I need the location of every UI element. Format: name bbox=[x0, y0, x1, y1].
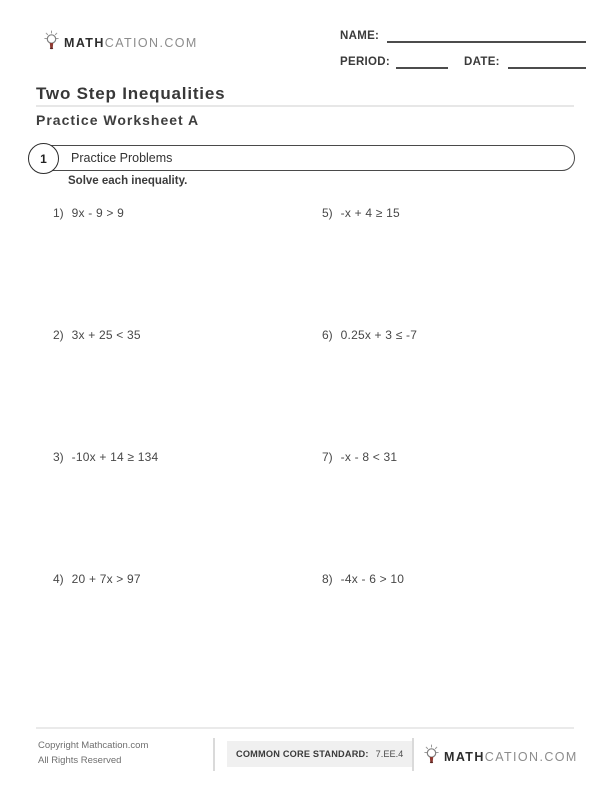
name-blank-line[interactable] bbox=[387, 29, 586, 43]
problem-item-4 bbox=[53, 572, 322, 694]
logo-wordmark bbox=[444, 750, 578, 764]
name-row bbox=[340, 20, 586, 43]
logo-light-part: CATION.COM bbox=[484, 749, 578, 764]
problem-item-3 bbox=[53, 450, 322, 572]
problem-expression: -10x + 14 ≥ 134 bbox=[71, 450, 159, 464]
problem-expression: -x - 8 < 31 bbox=[340, 450, 398, 464]
problem-expression: 3x + 25 < 35 bbox=[71, 328, 141, 342]
problem-item-5 bbox=[322, 206, 573, 328]
student-info-fields bbox=[340, 20, 586, 69]
section-instruction: Solve each inequality. bbox=[68, 175, 188, 187]
section-header-pill bbox=[30, 145, 575, 171]
problem-number: 2) bbox=[53, 328, 64, 342]
problem-expression: -x + 4 ≥ 15 bbox=[340, 206, 400, 220]
section-title: Practice Problems bbox=[71, 151, 173, 165]
common-core-standard-box bbox=[227, 741, 412, 767]
problem-expression: 0.25x + 3 ≤ -7 bbox=[340, 328, 418, 342]
section-number-badge: 1 bbox=[28, 143, 59, 174]
problem-number: 5) bbox=[322, 206, 333, 220]
logo-bold-part: MATH bbox=[444, 749, 485, 764]
problem-number: 7) bbox=[322, 450, 333, 464]
date-label: DATE: bbox=[464, 56, 500, 68]
problem-number: 3) bbox=[53, 450, 64, 464]
problem-expression: -4x - 6 > 10 bbox=[340, 572, 405, 586]
period-date-row bbox=[340, 46, 586, 69]
date-blank-line[interactable] bbox=[508, 55, 586, 69]
copyright-line-2: All Rights Reserved bbox=[38, 754, 122, 766]
worksheet-subtitle: Practice Worksheet A bbox=[36, 112, 200, 128]
problem-number: 6) bbox=[322, 328, 333, 342]
problem-expression: 20 + 7x > 97 bbox=[71, 572, 141, 586]
problem-item-6 bbox=[322, 328, 573, 450]
problem-item-1 bbox=[53, 206, 322, 328]
problem-expression: 9x - 9 > 9 bbox=[71, 206, 125, 220]
lightbulb-icon bbox=[424, 744, 439, 769]
logo-light-part: CATION.COM bbox=[104, 35, 198, 50]
lightbulb-icon bbox=[44, 30, 59, 55]
problem-number: 1) bbox=[53, 206, 64, 220]
copyright-line-1: Copyright Mathcation.com bbox=[38, 740, 149, 751]
standard-label: COMMON CORE STANDARD: bbox=[236, 749, 369, 759]
footer-divider bbox=[36, 727, 574, 729]
problem-item-7 bbox=[322, 450, 573, 572]
logo-bold-part: MATH bbox=[64, 35, 105, 50]
period-label: PERIOD: bbox=[340, 56, 391, 68]
problem-item-8 bbox=[322, 572, 573, 694]
name-label: NAME: bbox=[340, 30, 380, 42]
footer-logo bbox=[424, 744, 578, 769]
copyright-block bbox=[38, 739, 148, 768]
standard-value: 7.EE.4 bbox=[375, 749, 404, 759]
problem-item-2 bbox=[53, 328, 322, 450]
header-logo bbox=[44, 30, 198, 55]
problem-number: 4) bbox=[53, 572, 64, 586]
title-divider bbox=[36, 105, 574, 107]
footer-vertical-divider-right bbox=[412, 738, 414, 771]
period-blank-line[interactable] bbox=[396, 55, 448, 69]
logo-wordmark bbox=[64, 36, 198, 50]
footer-vertical-divider-left bbox=[213, 738, 215, 771]
worksheet-title: Two Step Inequalities bbox=[36, 84, 226, 103]
problems-grid bbox=[53, 206, 573, 694]
problem-number: 8) bbox=[322, 572, 333, 586]
